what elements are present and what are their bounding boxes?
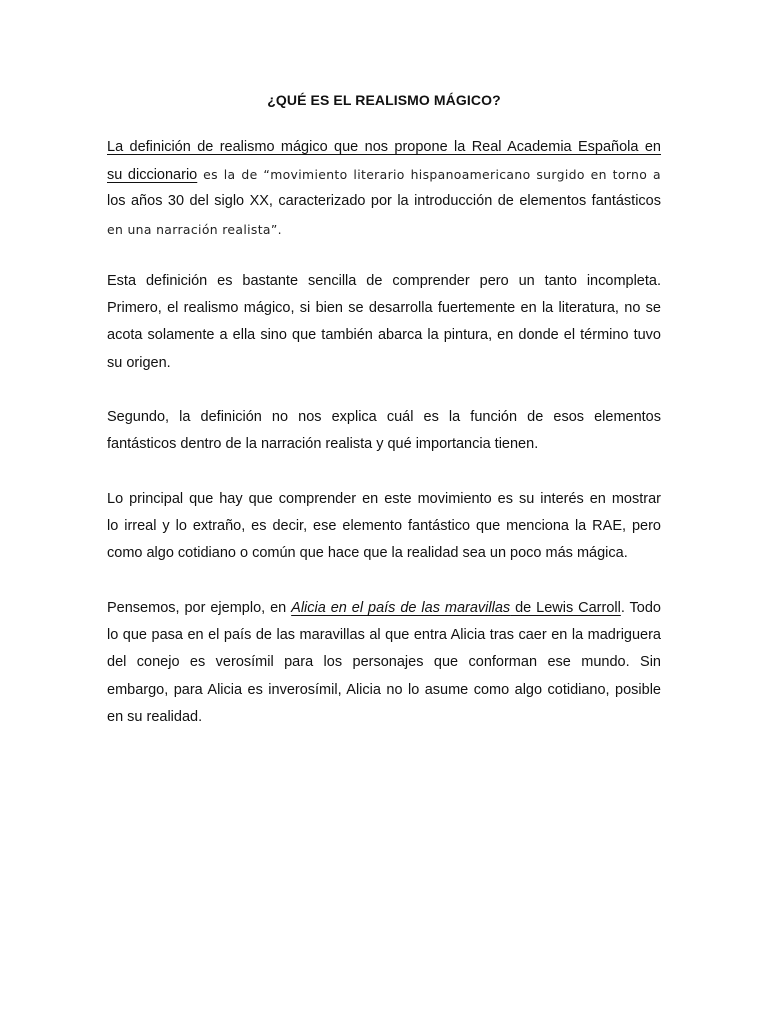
text-line: Primero, el realismo mágico, si bien se desarrolla fuertemente en la literatura, no se: [107, 300, 661, 317]
document-title: ¿QUÉ ES EL REALISMO MÁGICO?: [267, 92, 501, 108]
text-line: en su realidad.: [107, 708, 203, 725]
text-line: Segundo, la definición no nos explica cuál es la función de esos elementos: [107, 409, 661, 425]
text-fragment: . Todo: [620, 600, 661, 616]
text-line: Lo principal que hay que comprender en este movimiento es su interés en mostrar: [107, 491, 661, 507]
paragraph-definition: [107, 134, 661, 243]
text-fragment: Pensemos, por ejemplo, en: [107, 600, 292, 616]
book-title-text: Alicia en el país de las maravillas: [291, 600, 511, 616]
text-line: embargo, para Alicia es inverosímil, Alicia no lo asume como algo cotidiano, posible: [107, 681, 661, 698]
paragraph-main-point: [107, 486, 661, 568]
underlined-text: su diccionario: [107, 167, 198, 184]
text-line: Esta definición es bastante sencilla de comprender pero un tanto incompleta.: [107, 273, 661, 289]
author-text: de Lewis Carroll: [510, 600, 621, 616]
text-line: del conejo es verosímil para los personajes que conforman ese mundo. Sin: [107, 654, 661, 671]
paragraph-incomplete: [107, 268, 661, 377]
text-line: en una narración realista”.: [107, 221, 282, 237]
paragraph-second: [107, 404, 661, 458]
text-line: La definición de realismo mágico que nos propone la Real Academia Española en: [107, 139, 661, 155]
paragraph-alice-example: [107, 595, 661, 731]
text-line: lo irreal y lo extraño, es decir, ese elemento fantástico que menciona la RAE, pero: [107, 518, 661, 535]
text-line: [107, 161, 661, 188]
text-line: acota solamente a ella sino que también abarca la pintura, en donde el término tuvo: [107, 327, 661, 344]
text-line: su origen.: [107, 354, 171, 371]
quoted-text: es la de “movimiento literario hispanoamericano surgido en torno a: [197, 167, 661, 183]
text-line: como algo cotidiano o común que hace que la realidad sea un poco más mágica.: [107, 545, 628, 562]
text-line: fantásticos dentro de la narración realista y qué importancia tienen.: [107, 436, 539, 453]
text-line: lo que pasa en el país de las maravillas al que entra Alicia tras caer en la madriguera: [107, 627, 661, 644]
text-line: [107, 595, 661, 622]
text-line: los años 30 del siglo XX, caracterizado por la introducción de elementos fantásticos: [107, 193, 661, 210]
